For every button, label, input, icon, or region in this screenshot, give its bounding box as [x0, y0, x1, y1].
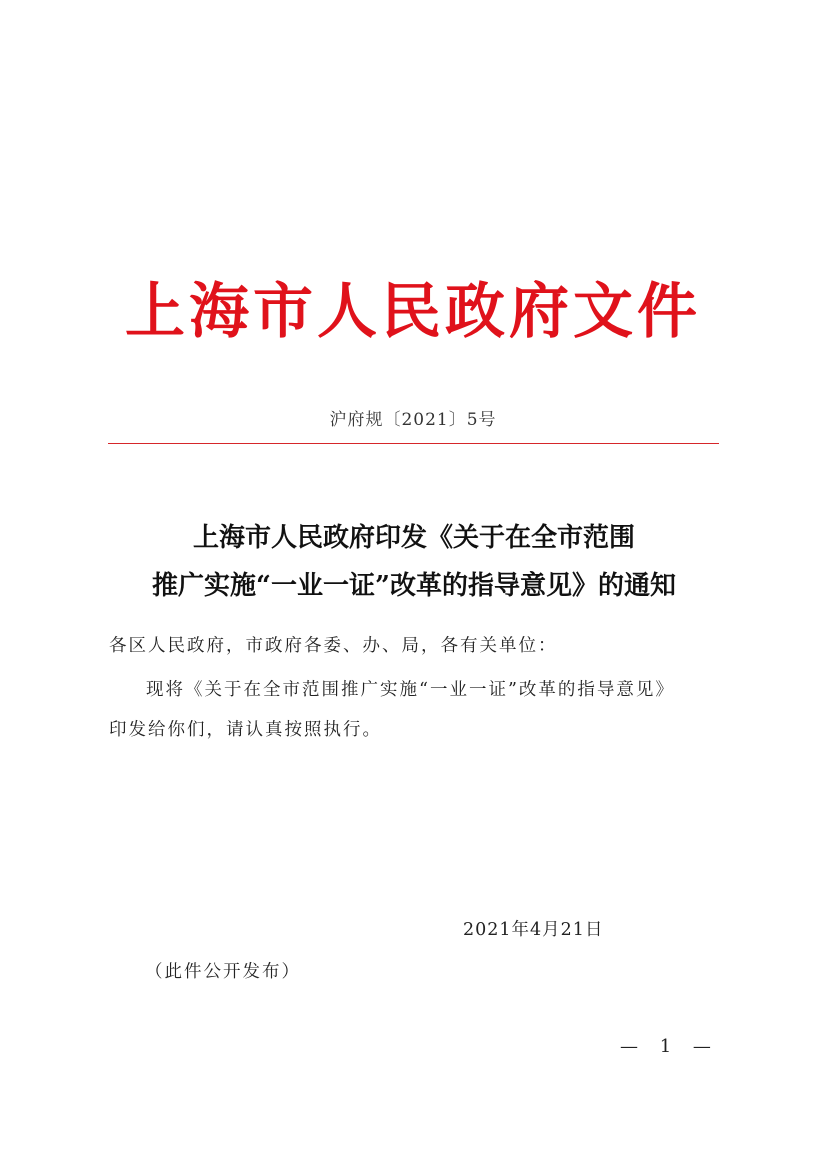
- red-divider-line: [108, 443, 719, 444]
- publication-notice: （此件公开发布）: [145, 962, 301, 982]
- body-paragraph-line-1: 现将《关于在全市范围推广实施“一业一证”改革的指导意见》: [146, 680, 675, 700]
- title-line-2: 推广实施“一业一证”改革的指导意见》的通知: [152, 571, 676, 601]
- issue-date: 2021年4月21日: [463, 920, 604, 940]
- page-number: — 1 —: [620, 1036, 719, 1057]
- title-line-1: 上海市人民政府印发《关于在全市范围: [192, 523, 635, 553]
- body-paragraph-line-2: 印发给你们，请认真按照执行。: [109, 720, 382, 740]
- document-number: 沪府规〔2021〕5号: [329, 410, 497, 430]
- document-title: [100, 514, 728, 610]
- salutation: 各区人民政府，市政府各委、办、局，各有关单位：: [109, 636, 558, 656]
- document-masthead: 上海市人民政府文件: [125, 277, 701, 347]
